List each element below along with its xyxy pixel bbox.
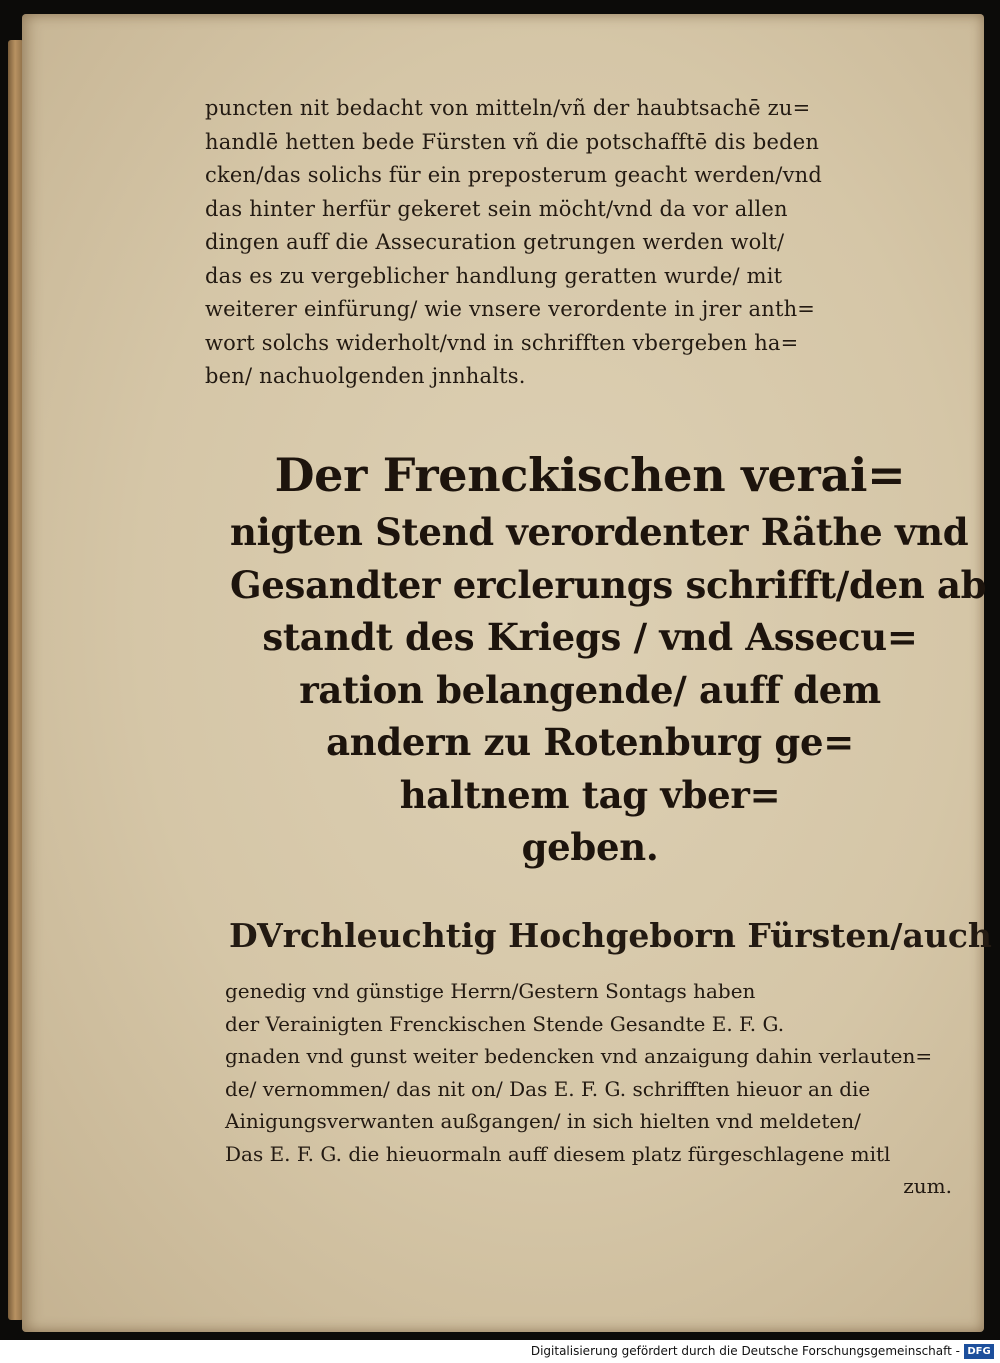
heading-line: geben. <box>521 825 659 869</box>
heading-line: haltnem tag vber= <box>399 772 781 817</box>
text-line: genedig vnd günstige Herrn/Gestern Sontags haben <box>225 979 756 1003</box>
heading-line: ration belangende/ auff dem <box>299 667 881 712</box>
text-line: der Verainigten Frenckischen Stende Gesandte E. F. G. <box>225 1011 785 1036</box>
text-line: handlē hetten bede Fürsten vñ die potschafftē dis beden <box>205 129 820 154</box>
heading-line: nigten Stend verordenter Räthe vnd <box>230 510 969 554</box>
section-heading <box>230 444 987 874</box>
text-line: weiterer einfürung/ wie vnsere verordente in jrer anth= <box>205 297 816 321</box>
text-line: dingen auff die Assecuration getrungen werden wolt/ <box>205 230 785 254</box>
paragraph-1 <box>205 92 945 394</box>
text-line: DVrchleuchtig Hochgeborn Fürsten/auch <box>229 916 992 955</box>
text-line: de/ vernommen/ das nit on/ Das E. F. G. schrifften hieuor an die <box>225 1076 871 1101</box>
text-line: das hinter herfür gekeret sein möcht/vnd da vor allen <box>205 196 788 221</box>
dfg-logo: DFG <box>964 1344 994 1359</box>
heading-line: standt des Kriegs / vnd Assecu= <box>262 615 918 659</box>
heading-line: andern zu Rotenburg ge= <box>326 720 854 764</box>
text-line: das es zu vergeblicher handlung geratten wurde/ mit <box>205 263 783 288</box>
text-line: ben/ nachuolgenden jnnhalts. <box>205 364 526 388</box>
text-line: gnaden vnd gunst weiter bedencken vnd anzaigung dahin verlauten= <box>225 1044 933 1068</box>
heading-line: Der Frenckischen verai= <box>274 448 906 502</box>
text-line: puncten nit bedacht von mitteln/vñ der haubtsachē zu= <box>205 96 811 120</box>
footer-bar <box>0 1340 1000 1363</box>
text-line: cken/das solichs für ein preposterum geacht werden/vnd <box>205 163 823 187</box>
text-line: Das E. F. G. die hieuormaln auff diesem platz fürgeschlagene mitl <box>225 1141 891 1166</box>
text-line: Ainigungsverwanten außgangen/ in sich hielten vnd meldeten/ <box>225 1109 861 1133</box>
funding-note: Digitalisierung gefördert durch die Deutsche Forschungsgemeinschaft - <box>530 1344 960 1358</box>
text-line: wort solchs widerholt/vnd in schrifften vbergeben ha= <box>205 330 799 355</box>
catchword: zum. <box>903 1174 952 1198</box>
heading-line: Gesandter erclerungs schrifft/den ab <box>230 562 987 607</box>
paragraph-2 <box>225 897 992 1203</box>
